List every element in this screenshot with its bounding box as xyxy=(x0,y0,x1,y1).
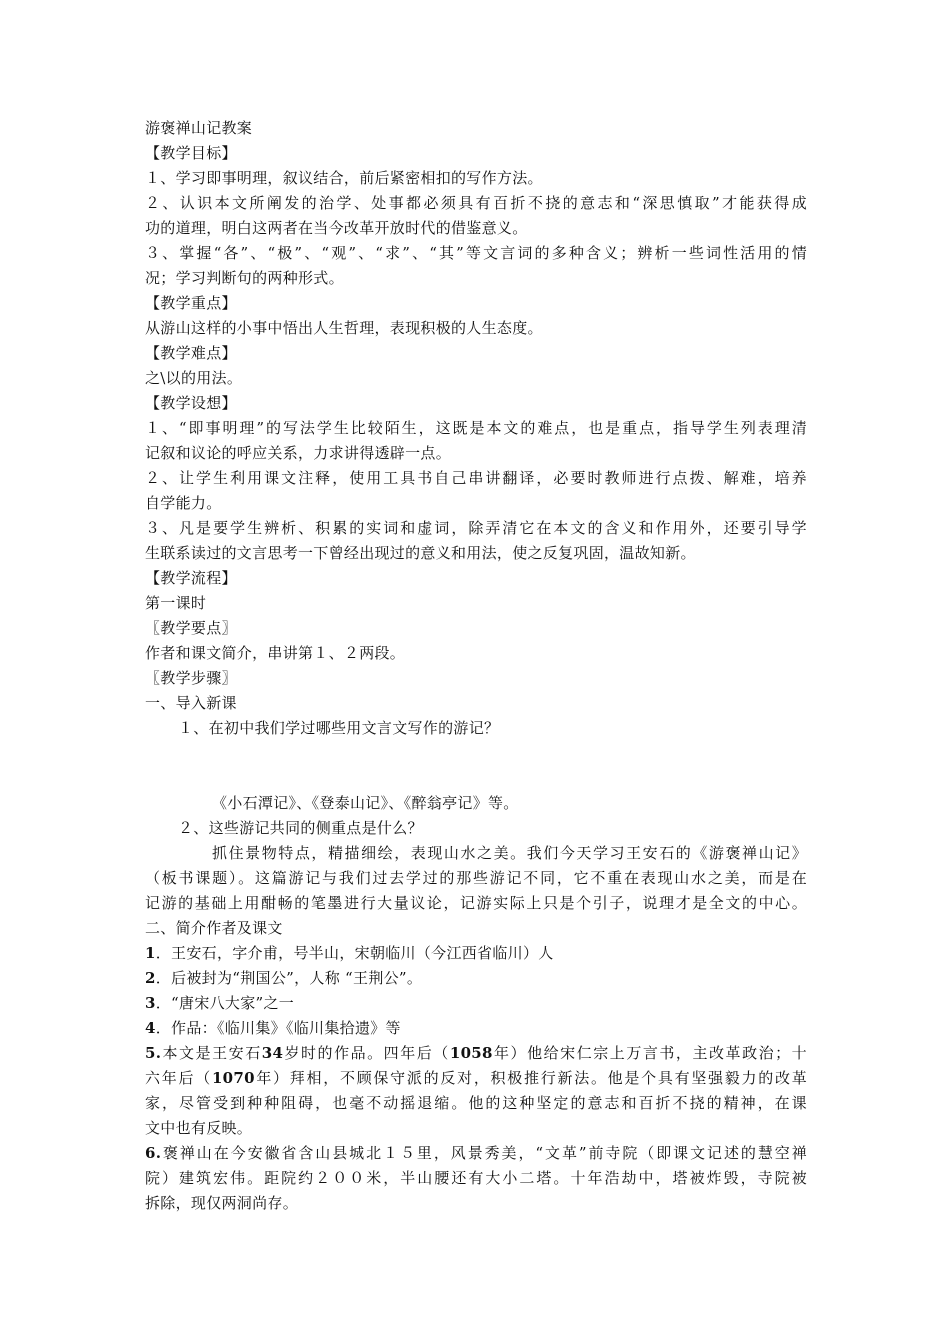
intro-item-6-line-1 xyxy=(145,1143,807,1163)
heading-difficulty: 【教学难点】 xyxy=(145,344,237,362)
item-text: 褒禅山在今安徽省含山县城北１５里，风景秀美，“文革”前寺院（即课文记述的慧空禅 xyxy=(161,1144,807,1162)
item-text: 年）拜相，不顾保守派的反对，积极推行新法。他是个具有坚强毅力的改革 xyxy=(254,1069,808,1087)
step-1-intro: 一、导入新课 xyxy=(145,694,237,712)
answer-2-line-1: 抓住景物特点，精描细绘，表现山水之美。我们今天学习王安石的《游褒禅山记》 xyxy=(212,844,807,862)
item-text: ．“唐宋八大家”之一 xyxy=(155,994,295,1012)
year-value: 1070 xyxy=(211,1069,255,1087)
step-2-intro: 二、简介作者及课文 xyxy=(145,919,283,937)
intro-item-4 xyxy=(145,1018,401,1038)
design-1-line-2: 记叙和议论的呼应关系，力求讲得透辟一点。 xyxy=(145,444,452,462)
design-3-line-1: ３、凡是要学生辨析、积累的实词和虚词，除弄清它在本文的含义和作用外，还要引导学 xyxy=(145,519,807,537)
difficulty: 之\以的用法。 xyxy=(145,369,243,387)
points-text: 作者和课文简介，串讲第１、２两段。 xyxy=(145,644,406,662)
design-2-line-2: 自学能力。 xyxy=(145,494,222,512)
intro-item-2 xyxy=(145,968,422,988)
item-text: ．后被封为“荆国公”，人称 “王荆公”。 xyxy=(155,969,423,987)
answer-2-line-3: 记游的基础上用酣畅的笔墨进行大量议论，记游实际上只是个引子，说理才是全文的中心。 xyxy=(145,894,807,912)
item-number: 2 xyxy=(145,969,156,987)
heading-goals: 【教学目标】 xyxy=(145,144,237,162)
item-text: 本文是王安石 xyxy=(161,1044,262,1062)
heading-steps: 〖教学步骤〗 xyxy=(145,669,237,687)
item-text: 岁时的作品。四年后（ xyxy=(283,1044,450,1062)
question-1: １、在初中我们学过哪些用文言文写作的游记？ xyxy=(178,719,500,737)
heading-key-point: 【教学重点】 xyxy=(145,294,237,312)
design-2-line-1: ２、让学生利用课文注释，使用工具书自己串讲翻译，必要时教师进行点拨、解难，培养 xyxy=(145,469,807,487)
goal-3-line-1: ３、掌握“各”、“极”、“观”、“求”、“其”等文言词的多种含义；辨析一些词性活用的情 xyxy=(145,244,807,262)
intro-item-6-line-2: 院）建筑宏伟。距院约２００米，半山腰还有大小二塔。十年浩劫中，塔被炸毁，寺院被 xyxy=(145,1169,807,1187)
intro-item-3 xyxy=(145,993,294,1013)
goal-2-line-2: 功的道理，明白这两者在当今改革开放时代的借鉴意义。 xyxy=(145,219,528,237)
design-1-line-1: １、“即事明理”的写法学生比较陌生，这既是本文的难点，也是重点，指导学生列表理清 xyxy=(145,419,807,437)
item-number: 3 xyxy=(145,994,156,1012)
goal-1: １、学习即事明理，叙议结合，前后紧密相扣的写作方法。 xyxy=(145,169,543,187)
design-3-line-2: 生联系读过的文言思考一下曾经出现过的意义和用法，使之反复巩固，温故知新。 xyxy=(145,544,696,562)
key-point: 从游山这样的小事中悟出人生哲理，表现积极的人生态度。 xyxy=(145,319,543,337)
intro-item-5-line-4: 文中也有反映。 xyxy=(145,1119,253,1137)
item-number: 4 xyxy=(145,1019,156,1037)
item-number: 5. xyxy=(145,1044,162,1062)
age-value: 34 xyxy=(261,1044,284,1062)
item-text: 六年后（ xyxy=(145,1069,212,1087)
item-number: 6. xyxy=(145,1144,162,1162)
year-value: 1058 xyxy=(449,1044,493,1062)
intro-item-5-line-3: 家，尽管受到种种阻碍，也毫不动摇退缩。他的这种坚定的意志和百折不挠的精神，在课 xyxy=(145,1094,807,1112)
item-text: 年）他给宋仁宗上万言书，主改革政治；十 xyxy=(492,1044,807,1062)
intro-item-6-line-3: 拆除，现仅两洞尚存。 xyxy=(145,1194,299,1212)
item-text: ．王安石，字介甫，号半山，宋朝临川（今江西省临川）人 xyxy=(155,944,554,962)
lesson-1: 第一课时 xyxy=(145,594,207,612)
answer-2-line-2: （板书课题）。这篇游记与我们过去学过的那些游记不同，它不重在表现山水之美，而是在 xyxy=(145,869,807,887)
heading-flow: 【教学流程】 xyxy=(145,569,237,587)
item-number: 1 xyxy=(145,944,156,962)
item-text: ．作品：《临川集》《临川集拾遗》等 xyxy=(155,1019,401,1037)
intro-item-1 xyxy=(145,943,554,963)
question-2: ２、这些游记共同的侧重点是什么？ xyxy=(178,819,423,837)
doc-title: 游褒禅山记教案 xyxy=(145,119,253,137)
goal-2-line-1: ２、认识本文所阐发的治学、处事都必须具有百折不挠的意志和“深思慎取”才能获得成 xyxy=(145,194,807,212)
heading-points: 〖教学要点〗 xyxy=(145,619,237,637)
intro-item-5-line-1 xyxy=(145,1043,807,1063)
answer-1: 《小石潭记》、《登泰山记》、《醉翁亭记》等。 xyxy=(212,794,519,812)
intro-item-5-line-2 xyxy=(145,1068,807,1088)
goal-3-line-2: 况；学习判断句的两种形式。 xyxy=(145,269,344,287)
heading-design: 【教学设想】 xyxy=(145,394,237,412)
